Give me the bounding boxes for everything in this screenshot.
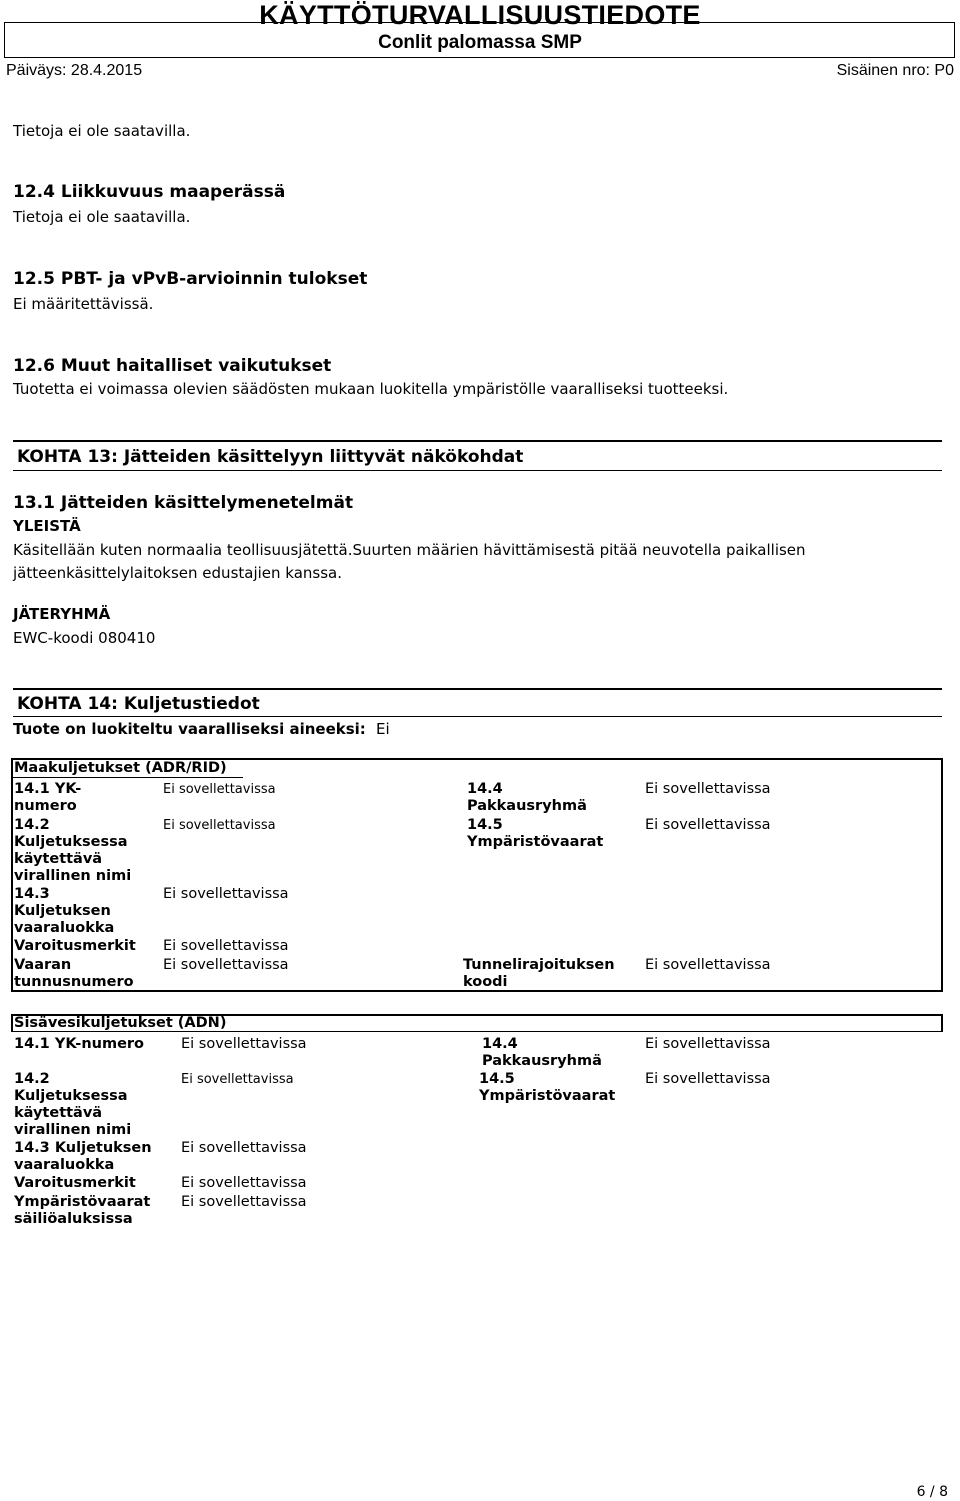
adr-pg-value: Ei sovellettavissa <box>645 781 771 797</box>
heading-12-5: 12.5 PBT- ja vPvB-arvioinnin tulokset <box>13 269 368 289</box>
classified-label: Tuote on luokiteltu vaaralliseksi aineeksi: <box>13 720 366 738</box>
adn-env-label: 14.5 Ympäristövaarat <box>479 1071 616 1104</box>
adr-un-value: Ei sovellettavissa <box>163 782 276 797</box>
section-13-rule <box>13 440 942 442</box>
adr-pg-label: 14.4 Pakkausryhmä <box>467 781 587 814</box>
adr-title: Maakuljetukset (ADR/RID) <box>14 760 227 776</box>
adn-tank-label: Ympäristövaarat säiliöaluksissa <box>14 1194 151 1227</box>
adn-pg-label: 14.4 Pakkausryhmä <box>482 1036 602 1069</box>
section-14-title: KOHTA 14: Kuljetustiedot <box>17 694 260 714</box>
heading-13-1: 13.1 Jätteiden käsittelymenetelmät <box>13 493 354 513</box>
adr-un-label: 14.1 YK-numero <box>14 781 82 814</box>
adr-hazard-value: Ei sovellettavissa <box>163 957 289 973</box>
adr-name-value: Ei sovellettavissa <box>163 818 276 833</box>
adr-tunnel-label: Tunnelirajoituksen koodi <box>463 957 615 990</box>
text-12-6: Tuotetta ei voimassa olevien säädösten mukaan luokitella ympäristölle vaaralliseksi tuotteeksi. <box>13 380 729 398</box>
s12-no-data-text: Tietoja ei ole saatavilla. <box>13 122 191 140</box>
text-12-5: Ei määritettävissä. <box>13 295 154 313</box>
general-label: YLEISTÄ <box>13 517 81 535</box>
adn-pg-value: Ei sovellettavissa <box>645 1036 771 1052</box>
adr-warn-label: Varoitusmerkit <box>14 938 136 954</box>
adn-un-label: 14.1 YK-numero <box>14 1036 145 1052</box>
adn-warn-value: Ei sovellettavissa <box>181 1175 307 1191</box>
adn-title: Sisävesikuljetukset (ADN) <box>14 1015 227 1031</box>
adn-tank-value: Ei sovellettavissa <box>181 1194 307 1210</box>
page-number: 6 / 8 <box>916 1484 948 1500</box>
heading-12-4: 12.4 Liikkuvuus maaperässä <box>13 182 286 202</box>
adn-name-value: Ei sovellettavissa <box>181 1072 294 1087</box>
adn-class-label: 14.3 Kuljetuksen vaaraluokka <box>14 1140 152 1173</box>
adr-title-underline <box>11 777 243 778</box>
adn-class-value: Ei sovellettavissa <box>181 1140 307 1156</box>
section-13-title: KOHTA 13: Jätteiden käsittelyyn liittyvät näkökohdat <box>17 447 524 467</box>
general-text-line1: Käsitellään kuten normaalia teollisuusjätettä.Suurten määrien hävittämisestä pitää neuvotella paikallisen <box>13 541 806 559</box>
internal-number: Sisäinen nro: P0 <box>836 62 954 79</box>
adr-warn-value: Ei sovellettavissa <box>163 938 289 954</box>
document-date: Päiväys: 28.4.2015 <box>6 62 143 79</box>
ewc-code: EWC-koodi 080410 <box>13 629 156 647</box>
section-14-rule <box>13 688 942 690</box>
adr-tunnel-value: Ei sovellettavissa <box>645 957 771 973</box>
section-13-underline <box>13 470 942 471</box>
general-text-line2: jätteenkäsittelylaitoksen edustajien kanssa. <box>13 564 343 582</box>
product-name: Conlit palomassa SMP <box>378 32 582 53</box>
classified-value: Ei <box>376 720 390 738</box>
heading-12-6: 12.6 Muut haitalliset vaikutukset <box>13 356 332 376</box>
adr-hazard-label: Vaaran tunnusnumero <box>14 957 134 990</box>
adr-env-value: Ei sovellettavissa <box>645 817 771 833</box>
adn-name-label: 14.2 Kuljetuksessa käytettävä virallinen nimi <box>14 1071 132 1138</box>
adn-env-value: Ei sovellettavissa <box>645 1071 771 1087</box>
waste-group-label: JÄTERYHMÄ <box>13 605 111 623</box>
section-14-underline <box>13 716 942 717</box>
adr-class-label: 14.3 Kuljetuksen vaaraluokka <box>14 886 115 936</box>
document-title: KÄYTTÖTURVALLISUUSTIEDOTE <box>259 0 701 30</box>
adr-class-value: Ei sovellettavissa <box>163 886 289 902</box>
adn-un-value: Ei sovellettavissa <box>181 1036 307 1052</box>
adr-name-label: 14.2 Kuljetuksessa käytettävä virallinen nimi <box>14 817 132 884</box>
adn-warn-label: Varoitusmerkit <box>14 1175 136 1191</box>
text-12-4: Tietoja ei ole saatavilla. <box>13 208 191 226</box>
adr-env-label: 14.5 Ympäristövaarat <box>467 817 604 850</box>
